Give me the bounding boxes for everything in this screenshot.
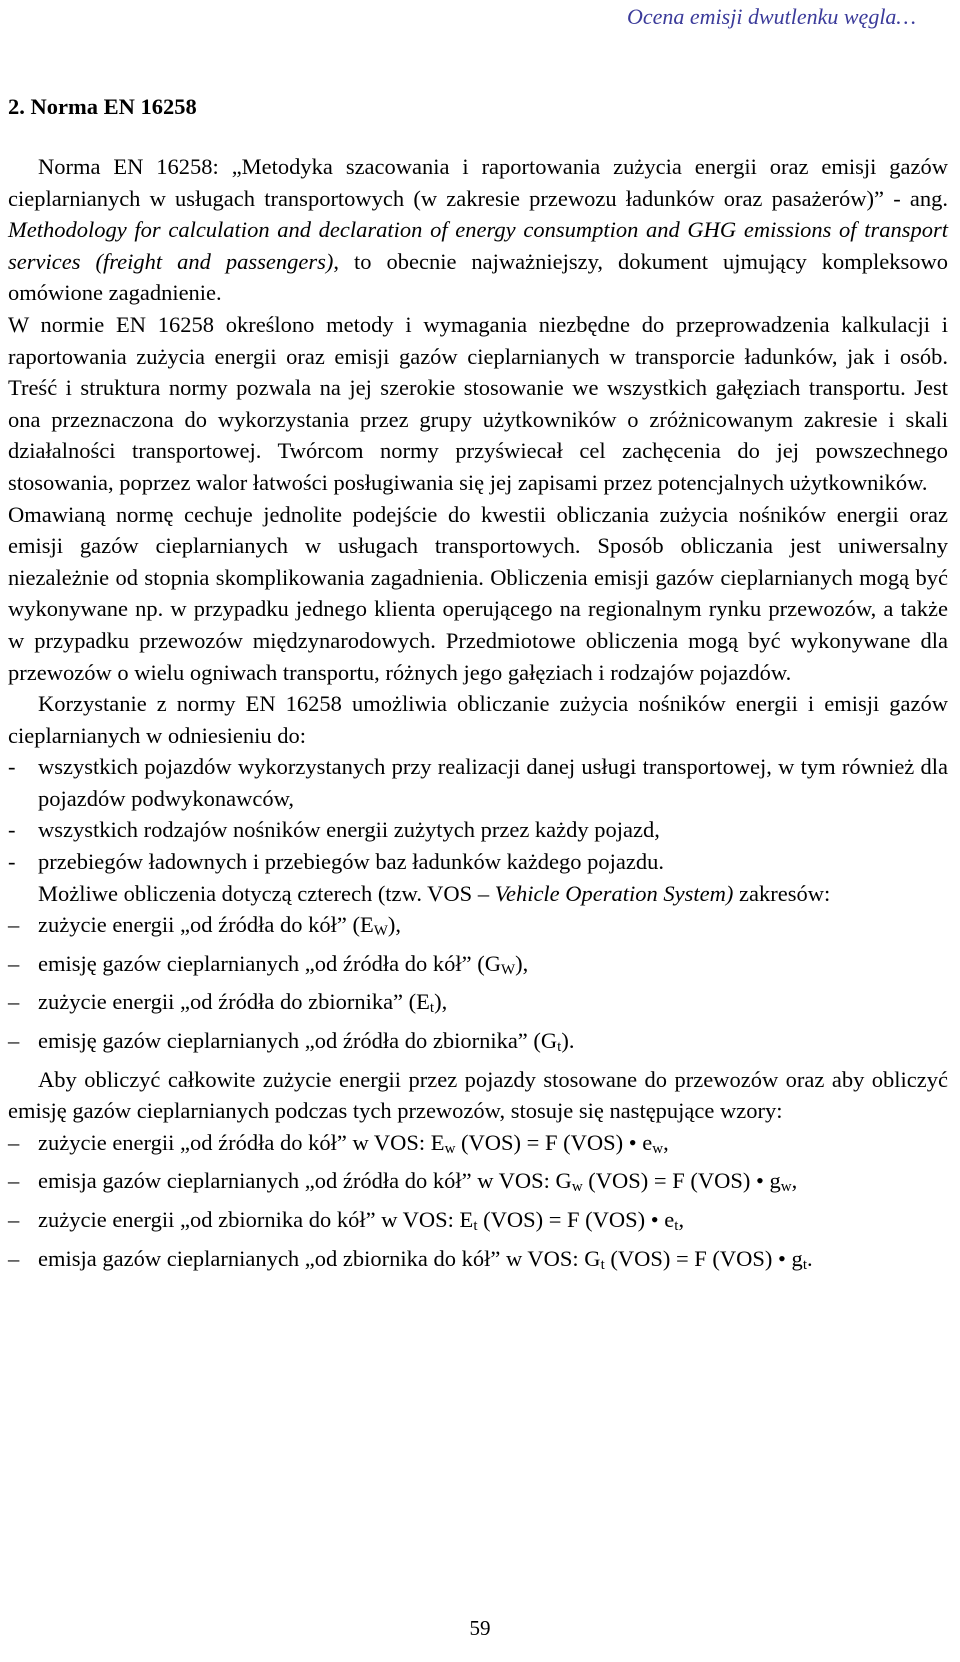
subscript: w [652, 1140, 664, 1157]
formula-item [8, 1127, 948, 1166]
subscript: t [600, 1256, 605, 1273]
list-item-end: ), [434, 989, 448, 1015]
document-body [8, 151, 948, 1281]
subscript: w [571, 1179, 583, 1196]
subscript: W [373, 923, 388, 940]
formula-end: . [806, 1245, 813, 1271]
list-item-text: wszystkich pojazdów wykorzystanych przy realizacji danej usługi transportowej, w tym również dla pojazdów podwykonawców, [38, 754, 948, 811]
list-item [8, 948, 948, 987]
paragraph-vos [8, 878, 948, 910]
formula-text: zużycie energii „od źródła do kół” w VOS: E [38, 1129, 445, 1155]
paragraph-scope: W normie EN 16258 określono metody i wymagania niezbędne do przeprowadzenia kalkulacji i raportowania zużycia energii oraz emisji gazów cieplarnianych w transporcie ładunków, jak i osób. Treść i struktura normy pozwala na jej szerokie stosowanie we wszystkich gałęziach transportu. Jest ona przeznaczona do wykorzystania przez grupy użytkowników o zróżnicowanym zakresie i skali działalności transportowej. Twórcom normy przyświecał cel zachęcenia do jej powszechnego stosowania, poprzez walor łatwości posługiwania się jej zapisami przez potencjalnych użytkowników. [8, 311, 948, 495]
formula-text: zużycie energii „od zbiornika do kół” w VOS: E [38, 1207, 474, 1232]
subscript: W [500, 961, 516, 978]
formula-end: , [663, 1129, 669, 1155]
list-item [8, 909, 948, 948]
list-item-end: ). [561, 1028, 575, 1054]
page-number: 59 [469, 1616, 491, 1640]
list-marker: - [8, 754, 16, 780]
section-heading: 2. Norma EN 16258 [8, 94, 197, 119]
list-item [8, 751, 948, 814]
subscript: t [557, 1039, 562, 1056]
formula-text: (VOS) = F (VOS) • g [582, 1168, 781, 1194]
subscript: w [444, 1140, 456, 1157]
subscript: t [473, 1218, 478, 1234]
list-marker: – [8, 989, 20, 1015]
list-item-text: wszystkich rodzajów nośników energii zużytych przez każdy pojazd, [38, 817, 660, 843]
formula-text: emisja gazów cieplarnianych „od zbiornika do kół” w VOS: G [38, 1245, 601, 1271]
usage-list [8, 751, 948, 877]
vos-list [8, 909, 948, 1063]
paragraph-usage: Korzystanie z normy EN 16258 umożliwia obliczanie zużycia nośników energii i emisji gazów cieplarnianych w odniesieniu do: [8, 691, 948, 748]
formula-list [8, 1127, 948, 1281]
vos-english: Vehicle Operation System) [494, 880, 734, 906]
list-item-text: przebiegów ładownych i przebiegów baz ładunków każdego pojazdu. [38, 849, 665, 875]
list-item [8, 846, 948, 878]
formula-text: (VOS) = F (VOS) • e [455, 1129, 653, 1155]
list-item [8, 986, 948, 1025]
paragraph-intro [8, 151, 948, 309]
list-marker: – [8, 912, 20, 938]
list-item-end: ), [387, 912, 401, 938]
subscript: w [780, 1179, 792, 1196]
formula-item [8, 1165, 948, 1204]
list-marker: – [8, 1207, 20, 1232]
formula-end: , [678, 1207, 685, 1232]
paragraph-approach: Omawianą normę cechuje jednolite podejście do kwestii obliczania zużycia nośników energii oraz emisji gazów cieplarnianych w usługach transportowych. Sposób obliczania jest uniwersalny niezależnie od stopnia skomplikowania zagadnienia. Obliczenia emisji gazów cieplarnianych mogą być wykonywane np. w przypadku jednego klienta operującego na regionalnym rynku przewozów, a także w przypadku przewozów międzynarodowych. Przedmiotowe obliczenia mogą być wykonywane dla przewozów o wielu ogniwach transportu, różnych jego gałęziach i rodzajów pojazdów. [8, 501, 948, 685]
formula-text: emisja gazów cieplarnianych „od źródła do kół” w VOS: G [38, 1168, 572, 1194]
list-marker: – [8, 1168, 20, 1194]
list-item-text: zużycie energii „od źródła do kół” (E [38, 912, 374, 938]
list-marker: – [8, 950, 20, 976]
list-item-text: zużycie energii „od źródła do zbiornika” (E [38, 989, 430, 1015]
subscript: t [802, 1256, 807, 1273]
list-marker: - [8, 817, 16, 843]
vos-text: Możliwe obliczenia dotyczą czterech (tzw. VOS – [38, 880, 495, 906]
list-marker: – [8, 1028, 20, 1054]
list-marker: - [8, 849, 16, 875]
english-title: Methodology for calculation and declaration of energy consumption and GHG emissions of transport services (freight and passengers) [8, 217, 948, 274]
vos-text-end: zakresów: [733, 880, 831, 906]
list-item [8, 814, 948, 846]
running-header: Ocena emisji dwutlenku węgla… [626, 4, 916, 29]
formula-end: , [791, 1168, 798, 1194]
list-item [8, 1025, 948, 1064]
list-item-text: emisję gazów cieplarnianych „od źródła do kół” (G [38, 950, 501, 976]
formula-item [8, 1204, 948, 1243]
intro-text-end: , to obecnie najważniejszy, dokument ujmujący kompleksowo omówione zagadnienie. [8, 248, 948, 306]
list-marker: – [8, 1129, 20, 1155]
formula-text: (VOS) = F (VOS) • g [604, 1245, 803, 1271]
paragraph-formulas: Aby obliczyć całkowite zużycie energii przez pojazdy stosowane do przewozów oraz aby obliczyć emisję gazów cieplarnianych podczas tych przewozów, stosuje się następujące wzory: [8, 1066, 948, 1124]
list-marker: – [8, 1245, 20, 1271]
intro-text: Norma EN 16258: „Metodyka szacowania i raportowania zużycia energii oraz emisji gazów cieplarnianych w usługach transportowych (w zakresie przewozu ładunków oraz pasażerów)” - ang. [8, 154, 948, 211]
formula-item [8, 1243, 948, 1282]
subscript: t [674, 1218, 679, 1234]
formula-text: (VOS) = F (VOS) • e [477, 1207, 675, 1232]
list-item-end: ), [515, 950, 529, 976]
subscript: t [429, 1000, 435, 1017]
list-item-text: emisję gazów cieplarnianych „od źródła do zbiornika” (G [38, 1028, 558, 1054]
